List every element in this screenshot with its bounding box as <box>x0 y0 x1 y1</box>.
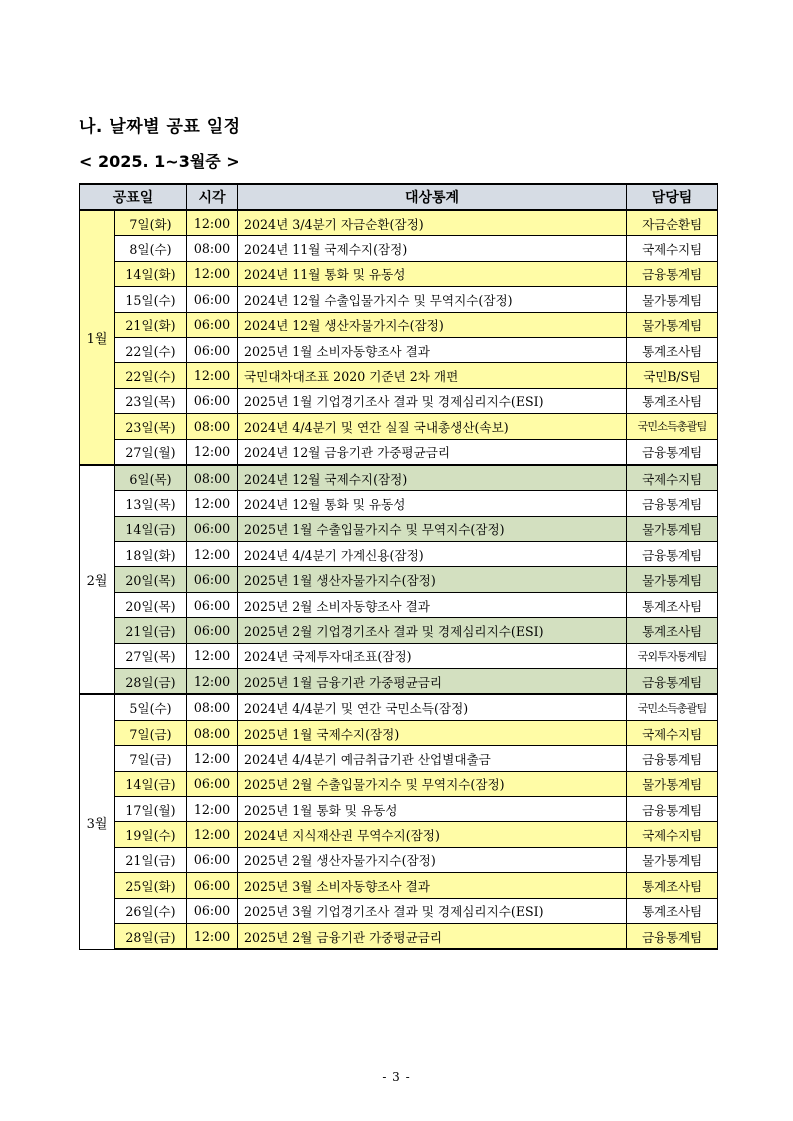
statistic-name-cell: 2025년 2월 기업경기조사 결과 및 경제심리지수(ESI) <box>238 618 627 643</box>
release-time-cell: 08:00 <box>187 236 238 261</box>
release-date-cell: 26일(수) <box>115 898 187 923</box>
release-date-cell: 25일(화) <box>115 873 187 898</box>
column-header-stat: 대상통계 <box>238 184 627 210</box>
team-cell: 금융통계팀 <box>627 796 718 821</box>
release-time-cell: 08:00 <box>187 694 238 720</box>
statistic-name-cell: 2024년 12월 통화 및 유동성 <box>238 491 627 516</box>
team-cell: 통계조사팀 <box>627 898 718 923</box>
table-row <box>80 796 718 821</box>
release-date-cell: 21일(금) <box>115 618 187 643</box>
release-time-cell: 12:00 <box>187 822 238 847</box>
release-schedule-table <box>79 183 718 950</box>
table-row <box>80 491 718 516</box>
release-date-cell: 27일(목) <box>115 643 187 668</box>
release-time-cell: 06:00 <box>187 337 238 362</box>
team-cell: 국제수지팀 <box>627 236 718 261</box>
team-cell: 자금순환팀 <box>627 210 718 236</box>
team-cell: 금융통계팀 <box>627 669 718 695</box>
table-row <box>80 542 718 567</box>
table-row <box>80 898 718 923</box>
release-time-cell: 12:00 <box>187 923 238 949</box>
month-label: 2월 <box>80 465 115 695</box>
table-row <box>80 694 718 720</box>
table-row <box>80 210 718 236</box>
statistic-name-cell: 2024년 12월 생산자물가지수(잠정) <box>238 312 627 337</box>
release-time-cell: 12:00 <box>187 796 238 821</box>
release-date-cell: 22일(수) <box>115 337 187 362</box>
release-time-cell: 06:00 <box>187 618 238 643</box>
team-cell: 금융통계팀 <box>627 261 718 286</box>
table-row <box>80 567 718 592</box>
statistic-name-cell: 2025년 3월 기업경기조사 결과 및 경제심리지수(ESI) <box>238 898 627 923</box>
release-time-cell: 12:00 <box>187 542 238 567</box>
statistic-name-cell: 2024년 지식재산권 무역수지(잠정) <box>238 822 627 847</box>
team-cell: 물가통계팀 <box>627 516 718 541</box>
table-row <box>80 414 718 439</box>
table-header-row <box>80 184 718 210</box>
release-date-cell: 7일(금) <box>115 746 187 771</box>
month-label: 3월 <box>80 694 115 949</box>
month-label: 1월 <box>80 210 115 465</box>
table-row <box>80 388 718 413</box>
statistic-name-cell: 2024년 12월 수출입물가지수 및 무역지수(잠정) <box>238 287 627 312</box>
team-cell: 통계조사팀 <box>627 388 718 413</box>
statistic-name-cell: 2025년 2월 금융기관 가중평균금리 <box>238 923 627 949</box>
statistic-name-cell: 2024년 11월 통화 및 유동성 <box>238 261 627 286</box>
table-row <box>80 363 718 388</box>
release-date-cell: 14일(금) <box>115 771 187 796</box>
release-time-cell: 08:00 <box>187 720 238 745</box>
table-row <box>80 847 718 872</box>
release-time-cell: 12:00 <box>187 363 238 388</box>
release-time-cell: 06:00 <box>187 898 238 923</box>
statistic-name-cell: 2025년 1월 기업경기조사 결과 및 경제심리지수(ESI) <box>238 388 627 413</box>
release-time-cell: 12:00 <box>187 491 238 516</box>
team-cell: 물가통계팀 <box>627 771 718 796</box>
team-cell: 금융통계팀 <box>627 923 718 949</box>
statistic-name-cell: 2025년 1월 금융기관 가중평균금리 <box>238 669 627 695</box>
release-date-cell: 13일(목) <box>115 491 187 516</box>
release-time-cell: 06:00 <box>187 567 238 592</box>
team-cell: 금융통계팀 <box>627 439 718 465</box>
release-time-cell: 12:00 <box>187 746 238 771</box>
release-time-cell: 06:00 <box>187 287 238 312</box>
release-date-cell: 20일(목) <box>115 567 187 592</box>
column-header-date: 공표일 <box>80 184 187 210</box>
statistic-name-cell: 2025년 2월 소비자동향조사 결과 <box>238 592 627 617</box>
release-time-cell: 12:00 <box>187 643 238 668</box>
team-cell: 통계조사팀 <box>627 592 718 617</box>
table-row <box>80 771 718 796</box>
release-date-cell: 15일(수) <box>115 287 187 312</box>
team-cell: 국제수지팀 <box>627 822 718 847</box>
release-date-cell: 8일(수) <box>115 236 187 261</box>
release-date-cell: 22일(수) <box>115 363 187 388</box>
release-date-cell: 28일(금) <box>115 669 187 695</box>
release-time-cell: 12:00 <box>187 669 238 695</box>
release-time-cell: 12:00 <box>187 210 238 236</box>
release-date-cell: 17일(월) <box>115 796 187 821</box>
table-row <box>80 923 718 949</box>
release-time-cell: 06:00 <box>187 592 238 617</box>
release-date-cell: 14일(금) <box>115 516 187 541</box>
statistic-name-cell: 2025년 3월 소비자동향조사 결과 <box>238 873 627 898</box>
statistic-name-cell: 2025년 1월 소비자동향조사 결과 <box>238 337 627 362</box>
release-date-cell: 28일(금) <box>115 923 187 949</box>
release-time-cell: 06:00 <box>187 516 238 541</box>
team-cell: 국외투자통계팀 <box>627 643 718 668</box>
statistic-name-cell: 2025년 2월 수출입물가지수 및 무역지수(잠정) <box>238 771 627 796</box>
release-date-cell: 6일(목) <box>115 465 187 491</box>
statistic-name-cell: 2024년 4/4분기 및 연간 실질 국내총생산(속보) <box>238 414 627 439</box>
release-time-cell: 06:00 <box>187 388 238 413</box>
team-cell: 통계조사팀 <box>627 873 718 898</box>
table-row <box>80 236 718 261</box>
table-row <box>80 643 718 668</box>
table-row <box>80 822 718 847</box>
table-row <box>80 746 718 771</box>
release-time-cell: 06:00 <box>187 771 238 796</box>
statistic-name-cell: 2024년 12월 국제수지(잠정) <box>238 465 627 491</box>
release-date-cell: 27일(월) <box>115 439 187 465</box>
release-date-cell: 7일(화) <box>115 210 187 236</box>
release-date-cell: 14일(화) <box>115 261 187 286</box>
table-body <box>80 210 718 949</box>
table-row <box>80 669 718 695</box>
team-cell: 국제수지팀 <box>627 720 718 745</box>
team-cell: 통계조사팀 <box>627 337 718 362</box>
release-date-cell: 21일(금) <box>115 847 187 872</box>
statistic-name-cell: 2024년 12월 금융기관 가중평균금리 <box>238 439 627 465</box>
release-time-cell: 08:00 <box>187 465 238 491</box>
release-date-cell: 5일(수) <box>115 694 187 720</box>
table-row <box>80 337 718 362</box>
team-cell: 국제수지팀 <box>627 465 718 491</box>
statistic-name-cell: 2024년 4/4분기 예금취급기관 산업별대출금 <box>238 746 627 771</box>
table-row <box>80 592 718 617</box>
release-time-cell: 06:00 <box>187 312 238 337</box>
release-date-cell: 23일(목) <box>115 388 187 413</box>
statistic-name-cell: 2024년 국제투자대조표(잠정) <box>238 643 627 668</box>
column-header-time: 시각 <box>187 184 238 210</box>
table-row <box>80 287 718 312</box>
team-cell: 금융통계팀 <box>627 491 718 516</box>
team-cell: 국민소득총괄팀 <box>627 414 718 439</box>
statistic-name-cell: 2025년 1월 국제수지(잠정) <box>238 720 627 745</box>
period-subheading: < 2025. 1~3월중 > <box>79 152 240 171</box>
release-date-cell: 20일(목) <box>115 592 187 617</box>
team-cell: 금융통계팀 <box>627 746 718 771</box>
release-date-cell: 7일(금) <box>115 720 187 745</box>
section-heading: 나. 날짜별 공표 일정 <box>79 117 241 137</box>
release-time-cell: 12:00 <box>187 261 238 286</box>
release-time-cell: 06:00 <box>187 873 238 898</box>
release-date-cell: 18일(화) <box>115 542 187 567</box>
page-number: - 3 - <box>382 1070 411 1084</box>
team-cell: 통계조사팀 <box>627 618 718 643</box>
release-time-cell: 06:00 <box>187 847 238 872</box>
table-row <box>80 873 718 898</box>
statistic-name-cell: 2024년 11월 국제수지(잠정) <box>238 236 627 261</box>
column-header-team: 담당팀 <box>627 184 718 210</box>
team-cell: 국민소득총괄팀 <box>627 694 718 720</box>
statistic-name-cell: 국민대차대조표 2020 기준년 2차 개편 <box>238 363 627 388</box>
table-row <box>80 312 718 337</box>
table-row <box>80 720 718 745</box>
statistic-name-cell: 2025년 1월 통화 및 유동성 <box>238 796 627 821</box>
team-cell: 물가통계팀 <box>627 567 718 592</box>
team-cell: 금융통계팀 <box>627 542 718 567</box>
table-row <box>80 465 718 491</box>
statistic-name-cell: 2025년 1월 수출입물가지수 및 무역지수(잠정) <box>238 516 627 541</box>
statistic-name-cell: 2025년 1월 생산자물가지수(잠정) <box>238 567 627 592</box>
statistic-name-cell: 2024년 3/4분기 자금순환(잠정) <box>238 210 627 236</box>
table-row <box>80 516 718 541</box>
table-row <box>80 618 718 643</box>
release-date-cell: 21일(화) <box>115 312 187 337</box>
table-row <box>80 261 718 286</box>
release-time-cell: 08:00 <box>187 414 238 439</box>
release-date-cell: 19일(수) <box>115 822 187 847</box>
statistic-name-cell: 2025년 2월 생산자물가지수(잠정) <box>238 847 627 872</box>
table-row <box>80 439 718 465</box>
release-date-cell: 23일(목) <box>115 414 187 439</box>
team-cell: 국민B/S팀 <box>627 363 718 388</box>
statistic-name-cell: 2024년 4/4분기 가계신용(잠정) <box>238 542 627 567</box>
team-cell: 물가통계팀 <box>627 847 718 872</box>
release-time-cell: 12:00 <box>187 439 238 465</box>
statistic-name-cell: 2024년 4/4분기 및 연간 국민소득(잠정) <box>238 694 627 720</box>
team-cell: 물가통계팀 <box>627 312 718 337</box>
team-cell: 물가통계팀 <box>627 287 718 312</box>
